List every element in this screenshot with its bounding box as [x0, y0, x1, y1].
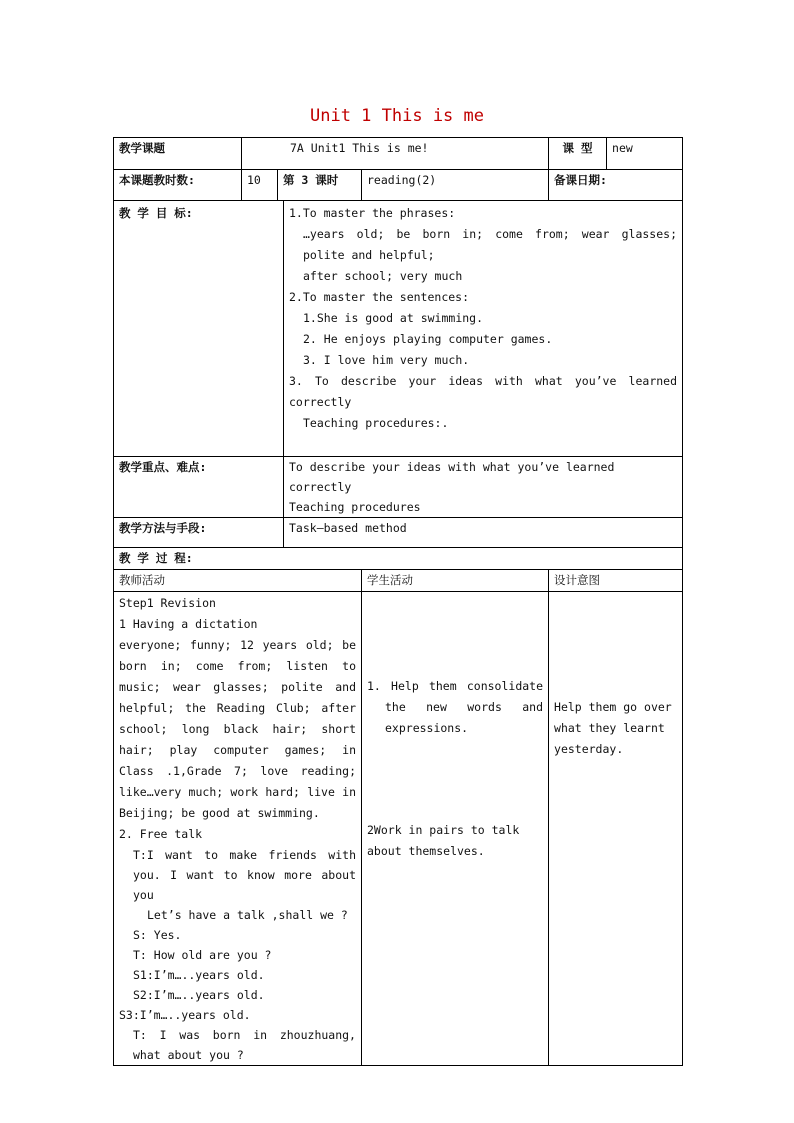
row-process-body [114, 592, 683, 1066]
objectives-label: 教 学 目 标: [114, 201, 284, 457]
teacher-activity-header: 教师活动 [114, 570, 362, 592]
page-title: Unit 1 This is me [310, 106, 484, 126]
objective-line: 1.To master the phrases: [289, 206, 456, 220]
row-process-header [114, 570, 683, 592]
row-objectives [114, 201, 683, 457]
objective-line: Teaching procedures:. [303, 416, 449, 430]
teacher-line: S: Yes. [133, 928, 182, 942]
lesson-plan-table [113, 137, 683, 1066]
topic-label: 教学课题 [114, 138, 242, 170]
teacher-line: S3:I’m…..years old. [119, 1008, 251, 1022]
row-periods [114, 170, 683, 201]
teacher-line: Let’s have a talk ,shall we ? [147, 908, 348, 922]
objective-line: after school; very much [303, 269, 463, 283]
lesson-type-label: 课 型 [549, 138, 607, 170]
key-point-line: To describe your ideas with what you’ve learned correctly [289, 460, 622, 494]
lesson-number-value: reading(2) [362, 170, 549, 201]
lesson-number-label: 第 3 课时 [278, 170, 362, 201]
key-points-label: 教学重点、难点: [114, 457, 284, 518]
periods-label: 本课题教时数: [114, 170, 242, 201]
teacher-line: 1 Having a dictation [119, 617, 258, 631]
row-process-label [114, 548, 683, 570]
row-topic [114, 138, 683, 170]
key-points-content [284, 457, 683, 518]
methods-label: 教学方法与手段: [114, 518, 284, 548]
periods-value: 10 [242, 170, 278, 201]
objective-line: 1.She is good at swimming. [303, 311, 484, 325]
objective-line: 2. He enjoys playing computer games. [303, 332, 553, 346]
row-key-points [114, 457, 683, 518]
teacher-line: S2:I’m…..years old. [133, 988, 265, 1002]
teacher-activity-content [114, 592, 362, 1066]
key-point-line: Teaching procedures [289, 500, 421, 514]
teacher-line: T: How old are you ? [133, 948, 272, 962]
student-activity-content [362, 592, 549, 1066]
methods-value: Task—based method [284, 518, 683, 548]
teacher-line: T: I was born in zhouzhuang, what about you ? [133, 1028, 363, 1062]
lesson-type-value: new [607, 138, 683, 170]
teacher-line: everyone; funny; 12 years old; be born in; come from; listen to music; wear glasses; polite and helpful; the Reading Club; after school; long black hair; short hair; play computer games; in Class .1,Grade 7; love reading; like…very much; work hard; live in Beijing; be good at swimming. [119, 638, 363, 820]
student-activity-item: 1. Help them consolidate the new words and expressions. [367, 679, 550, 735]
prep-date-label: 备课日期: [549, 170, 683, 201]
objective-line: 2.To master the sentences: [289, 290, 470, 304]
objective-line: 3. I love him very much. [303, 353, 470, 367]
design-intent-header: 设计意图 [549, 570, 683, 592]
design-intent-content [549, 592, 683, 1066]
design-intent-text: Help them go over what they learnt yesterday. [554, 700, 679, 756]
process-label: 教 学 过 程: [114, 548, 683, 570]
objectives-content [284, 201, 683, 457]
objective-line: …years old; be born in; come from; wear glasses; polite and helpful; [303, 227, 684, 262]
teacher-line: S1:I’m…..years old. [133, 968, 265, 982]
row-methods [114, 518, 683, 548]
objective-line: 3. To describe your ideas with what you’ve learned correctly [289, 374, 684, 409]
teacher-line: T:I want to make friends with you. I want to know more about you [133, 848, 363, 902]
topic-value: 7A Unit1 This is me! [242, 138, 549, 170]
student-activity-item: 2Work in pairs to talk about themselves. [367, 823, 527, 858]
student-activity-header: 学生活动 [362, 570, 549, 592]
teacher-line: 2. Free talk [119, 827, 203, 841]
teacher-line: Step1 Revision [119, 596, 216, 610]
